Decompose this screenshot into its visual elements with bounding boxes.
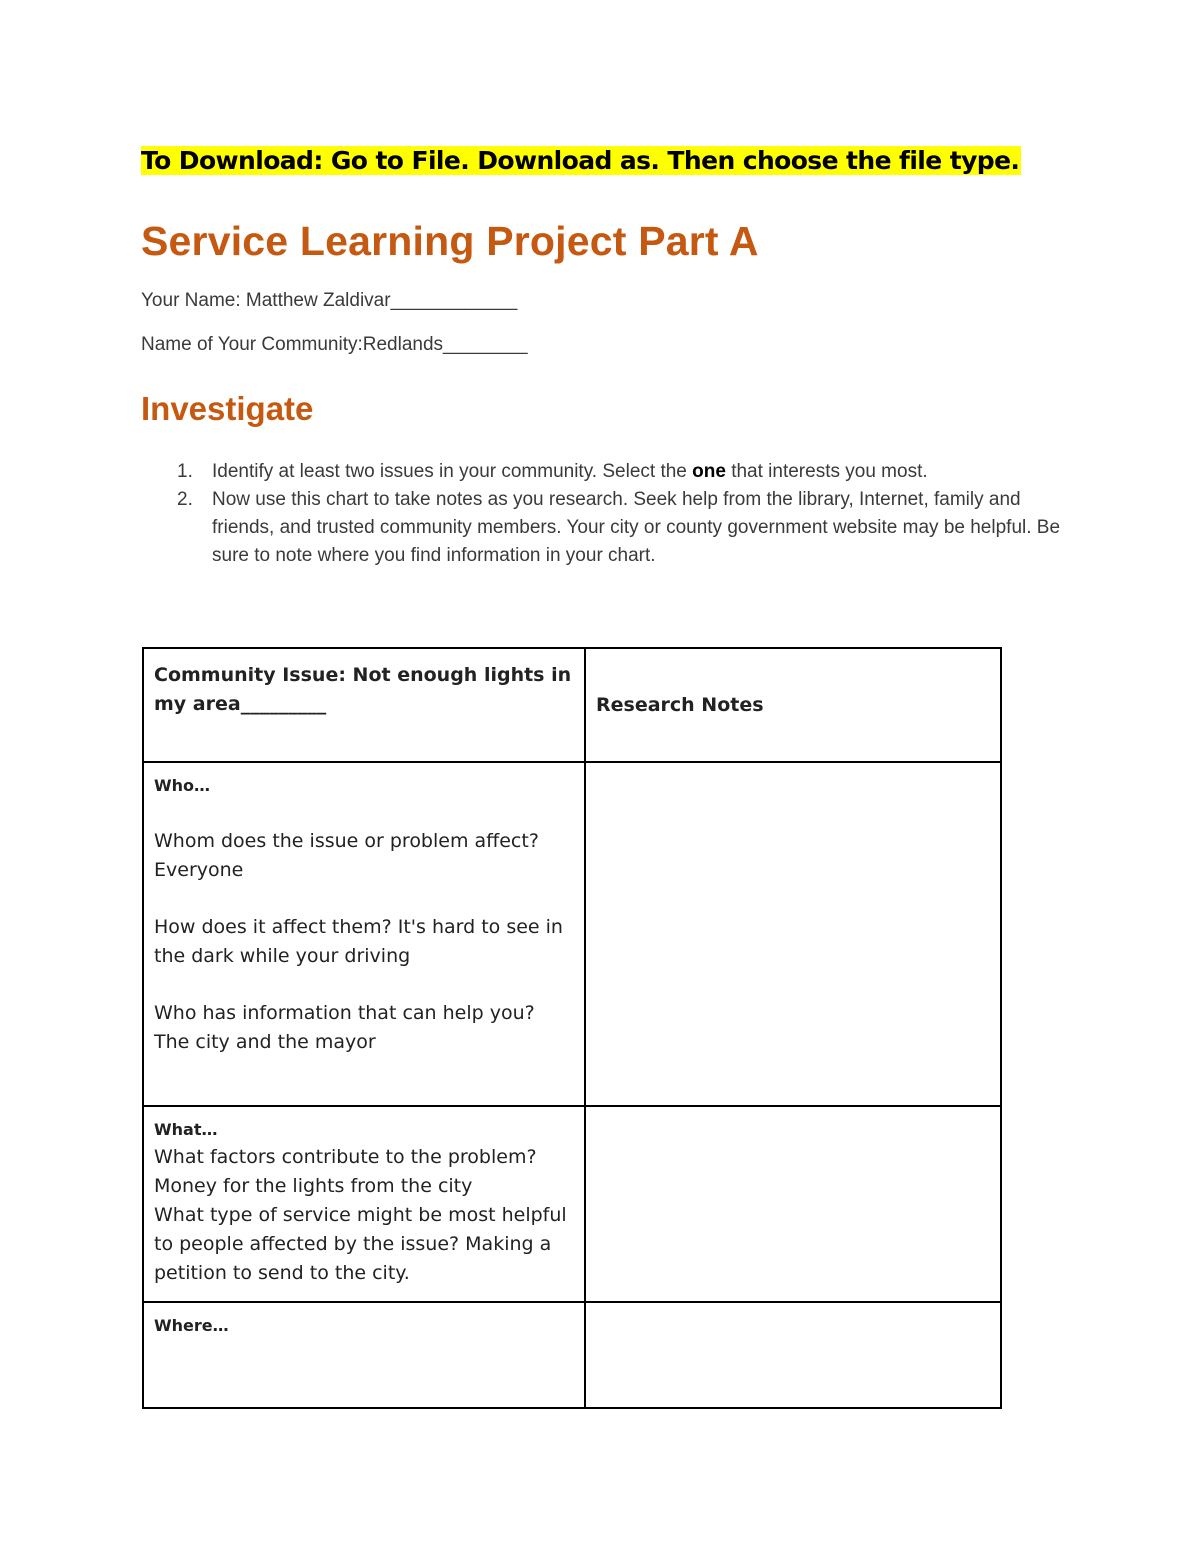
table-row — [143, 1302, 1001, 1408]
what-question-2: What type of service might be most helpful to people affected by the issue? Making a petition to send to the city. — [154, 1204, 567, 1284]
highlighted-banner-text: To Download: Go to File. Download as. Then choose the file type. — [141, 146, 1020, 175]
section-heading-investigate: Investigate — [141, 390, 314, 427]
list-number: 1. — [177, 461, 193, 482]
research-chart — [142, 647, 1002, 1409]
what-notes-cell[interactable] — [585, 1106, 1001, 1302]
what-question-1: What factors contribute to the problem? — [154, 1146, 537, 1168]
step-text: Now use this chart to take notes as you research. Seek help from the library, Internet, family and friends, and trusted community members. Your city or county government website may be helpful. Be sure to note where you find information in your chart. — [212, 489, 1061, 566]
what-label: What… — [154, 1120, 218, 1139]
who-cell — [143, 762, 585, 1106]
step-text-after: that interests you most. — [725, 461, 928, 482]
list-number: 2. — [177, 489, 193, 510]
where-label: Where… — [154, 1316, 229, 1335]
instructions-list — [141, 458, 1061, 570]
who-question-3: Who has information that can help you? — [154, 1002, 535, 1024]
table-row — [143, 648, 1001, 762]
download-instructions — [141, 142, 1021, 180]
page-title: Service Learning Project Part A — [141, 218, 759, 264]
table-row — [143, 1106, 1001, 1302]
list-item — [141, 486, 1061, 570]
step-text-before: Identify at least two issues in your community. Select the — [212, 461, 693, 482]
community-name-field: Name of Your Community:Redlands________ — [141, 334, 528, 355]
community-issue-header: Community Issue: Not enough lights in my area_________ — [143, 648, 585, 762]
who-question-1: Whom does the issue or problem affect? — [154, 830, 539, 852]
list-item — [141, 458, 1061, 486]
who-notes-cell[interactable] — [585, 762, 1001, 1106]
where-cell — [143, 1302, 585, 1408]
research-notes-header: Research Notes — [585, 648, 1001, 762]
who-answer-1: Everyone — [154, 859, 244, 881]
table-row — [143, 762, 1001, 1106]
what-answer-1: Money for the lights from the city — [154, 1175, 473, 1197]
what-cell — [143, 1106, 585, 1302]
who-question-2: How does it affect them? It's hard to see in the dark while your driving — [154, 916, 563, 967]
who-answer-3: The city and the mayor — [154, 1031, 376, 1053]
step-text-bold: one — [692, 461, 726, 482]
where-notes-cell[interactable] — [585, 1302, 1001, 1408]
student-name-field: Your Name: Matthew Zaldivar____________ — [141, 290, 518, 311]
who-label: Who… — [154, 776, 211, 795]
